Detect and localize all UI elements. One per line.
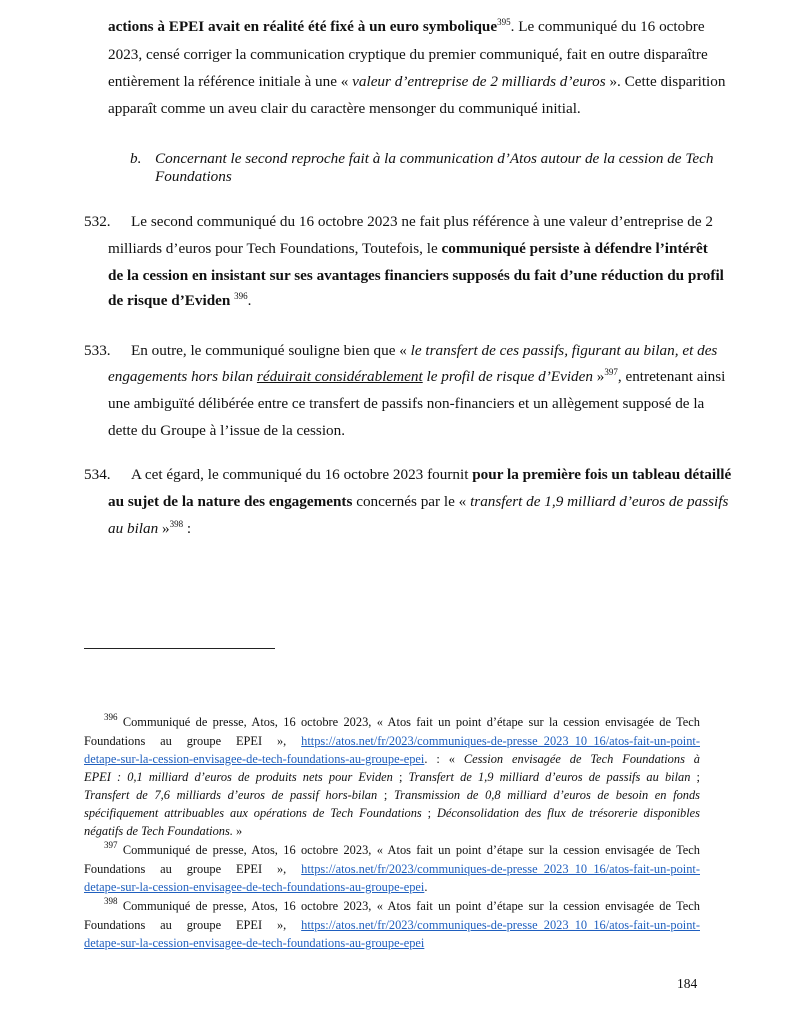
- text-line: de la cession en insistant sur ses avantages financiers supposés du fait d’une réduction du profil: [108, 267, 724, 284]
- footnote-separator: [84, 648, 275, 649]
- footnote-ref[interactable]: 397: [604, 367, 618, 377]
- footnote-ref[interactable]: 398: [169, 519, 184, 529]
- heading-line: Foundations: [155, 168, 232, 185]
- footnote-line: $^{397}$ Communiqué de presse, Atos, 16 octobre 2023, « Atos fait un point d’étape sur la cession envisagée de Tech: [104, 840, 700, 857]
- text-line: En outre, le communiqué souligne bien que « le transfert de ces passifs, figurant au bilan, et des: [131, 342, 718, 359]
- footnote-link[interactable]: https://atos.net/fr/2023/communiques-de-presse_2023_10_16/atos-fait-un-point-: [301, 918, 700, 932]
- footnote-link[interactable]: https://atos.net/fr/2023/communiques-de-presse_2023_10_16/atos-fait-un-point-: [301, 734, 700, 748]
- footnote-link[interactable]: https://atos.net/fr/2023/communiques-de-presse_2023_10_16/atos-fait-un-point-: [301, 862, 700, 876]
- text-line: dette du Groupe à l’issue de la cession.: [108, 422, 346, 439]
- text-line: de risque d’Eviden $^{396}$.: [108, 291, 252, 309]
- paragraph-number: 532.: [84, 213, 111, 230]
- text-line: 2023, censé corriger la communication cryptique du premier communiqué, fait en outre disparaître: [108, 46, 708, 63]
- page-number: 184: [677, 976, 698, 991]
- footnote-link[interactable]: detape-sur-la-cession-envisagee-de-tech-foundations-au-groupe-epei: [84, 936, 425, 950]
- text-line: entièrement la référence initiale à une « valeur d’entreprise de 2 milliards d’euros ». Cette disparition: [108, 73, 726, 90]
- footnote-line: Transfert de 7,6 milliards d’euros de passif hors-bilan ; Transmission de 0,8 milliard d’euros de besoin en fonds: [84, 788, 701, 802]
- footnote-line: Foundations au groupe EPEI », https://atos.net/fr/2023/communiques-de-presse_2023_10_16/atos-fait-un-point-: [84, 734, 700, 748]
- footnote-line: négatifs de Tech Foundations. »: [84, 824, 243, 838]
- heading-marker: b.: [130, 150, 142, 167]
- text-line: engagements hors bilan réduirait considérablement le profil de risque d’Eviden »$^{397}$, entretenant ainsi: [108, 367, 726, 385]
- text-line: A cet égard, le communiqué du 16 octobre 2023 fournit pour la première fois un tableau détaillé: [131, 466, 732, 483]
- footnote-line: $^{396}$ Communiqué de presse, Atos, 16 octobre 2023, « Atos fait un point d’étape sur la cession envisagée de Tech: [104, 712, 700, 729]
- footnote-mark: 396: [104, 712, 118, 722]
- footnote-line: spécifiquement attribuables aux opérations de Tech Foundations ; Déconsolidation des flux de trésorerie disponibles: [84, 806, 700, 820]
- footnote-line: detape-sur-la-cession-envisagee-de-tech-foundations-au-groupe-epei. : « Cession envisagée de Tech Foundations à: [84, 752, 701, 766]
- text-line: au sujet de la nature des engagements concernés par le « transfert de 1,9 milliard d’euros de passifs: [108, 493, 729, 510]
- footnote-mark: 398: [104, 896, 118, 906]
- footnote-line: EPEI : 0,1 milliard d’euros de produits nets pour Eviden ; Transfert de 1,9 milliard d’euros de passifs au bilan ;: [84, 770, 700, 784]
- text-line: apparaît comme un aveu clair du caractère mensonger du communiqué initial.: [108, 100, 581, 117]
- footnote-ref[interactable]: 396: [234, 291, 248, 301]
- footnote-link[interactable]: detape-sur-la-cession-envisagee-de-tech-foundations-au-groupe-epei: [84, 880, 425, 894]
- paragraph-number: 534.: [84, 466, 111, 483]
- footnote-line: detape-sur-la-cession-envisagee-de-tech-foundations-au-groupe-epei.: [84, 880, 428, 894]
- text-line: une ambiguïté délibérée entre ce transfert de passifs non-financiers et un allègement supposé de la: [108, 395, 705, 412]
- heading-line: Concernant le second reproche fait à la communication d’Atos autour de la cession de Tech: [155, 150, 714, 167]
- text-line: actions à EPEI avait en réalité été fixé à un euro symbolique$^{395}$. Le communiqué du 16 octobre: [108, 17, 705, 35]
- text-line: au bilan »$^{398}$ :: [108, 519, 192, 537]
- footnote-mark: 397: [104, 840, 118, 850]
- text-line: Le second communiqué du 16 octobre 2023 ne fait plus référence à une valeur d’entreprise de 2: [131, 213, 713, 230]
- footnote-line: [84, 936, 700, 951]
- footnote-line: Foundations au groupe EPEI », https://atos.net/fr/2023/communiques-de-presse_2023_10_16/atos-fait-un-point-: [84, 918, 700, 932]
- footnote-line: $^{398}$ Communiqué de presse, Atos, 16 octobre 2023, « Atos fait un point d’étape sur la cession envisagée de Tech: [104, 896, 700, 913]
- footnote-link[interactable]: detape-sur-la-cession-envisagee-de-tech-foundations-au-groupe-epei: [84, 752, 425, 766]
- footnote-line: Foundations au groupe EPEI », https://atos.net/fr/2023/communiques-de-presse_2023_10_16/atos-fait-un-point-: [84, 862, 700, 876]
- paragraph-number: 533.: [84, 342, 111, 359]
- footnote-ref[interactable]: 395: [497, 17, 511, 27]
- text-line: milliards d’euros pour Tech Foundations, Toutefois, le communiqué persiste à défendre l’intérêt: [108, 240, 708, 257]
